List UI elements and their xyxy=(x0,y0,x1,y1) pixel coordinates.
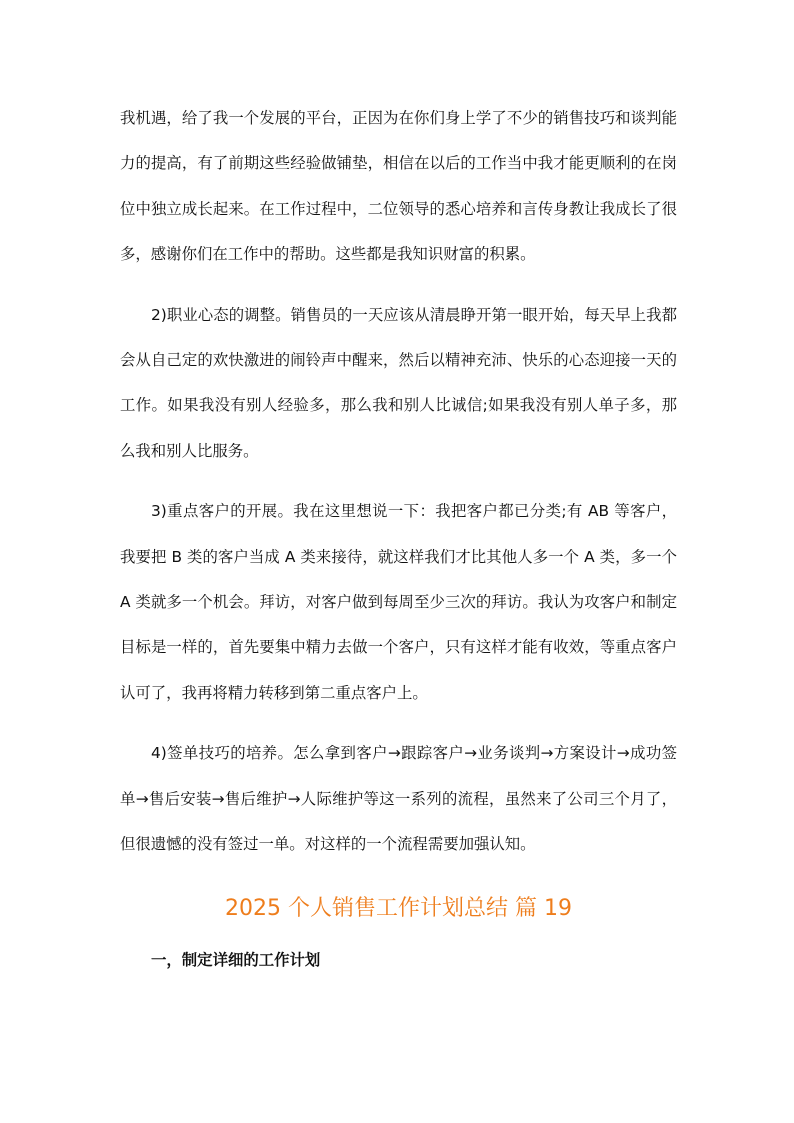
body-paragraph-2: 2)职业心态的调整。销售员的一天应该从清晨睁开第一眼开始，每天早上我都会从自己定的欢快激进的闹铃声中醒来，然后以精神充沛、快乐的心态迎接一天的工作。如果我没有别人经验多，那么我和别人比诚信;如果我没有别人单子多，那么我和别人比服务。 xyxy=(120,305,677,460)
body-paragraph-1: 我机遇，给了我一个发展的平台，正因为在你们身上学了不少的销售技巧和谈判能力的提高，有了前期这些经验做铺垫，相信在以后的工作当中我才能更顺利的在岗位中独立成长起来。在工作过程中，二位领导的悉心培养和言传身教让我成长了很多，感谢你们在工作中的帮助。这些都是我知识财富的积累。 xyxy=(120,109,677,263)
body-paragraph-3: 3)重点客户的开展。我在这里想说一下：我把客户都已分类;有 AB 等客户，我要把 B 类的客户当成 A 类来接待，就这样我们才比其他人多一个 A 类，多一个 A 类就多一个机会。拜访，对客户做到每周至少三次的拜访。我认为攻客户和制定目标是一样的，首先要集中精力去做一个客户，只有这样才能有收效，等重点客户认可了，我再将精力转移到第二重点客户上。 xyxy=(120,502,677,702)
sub-heading: 一，制定详细的工作计划 xyxy=(151,951,321,970)
body-paragraph-4: 4)签单技巧的培养。怎么拿到客户→跟踪客户→业务谈判→方案设计→成功签单→售后安装→售后维护→人际维护等这一系列的流程，虽然来了公司三个月了，但很遗憾的没有签过一单。对这样的一个流程需要加强认知。 xyxy=(120,744,677,853)
section-title: 2025 个人销售工作计划总结 篇 19 xyxy=(225,896,572,922)
document-page xyxy=(120,96,677,975)
